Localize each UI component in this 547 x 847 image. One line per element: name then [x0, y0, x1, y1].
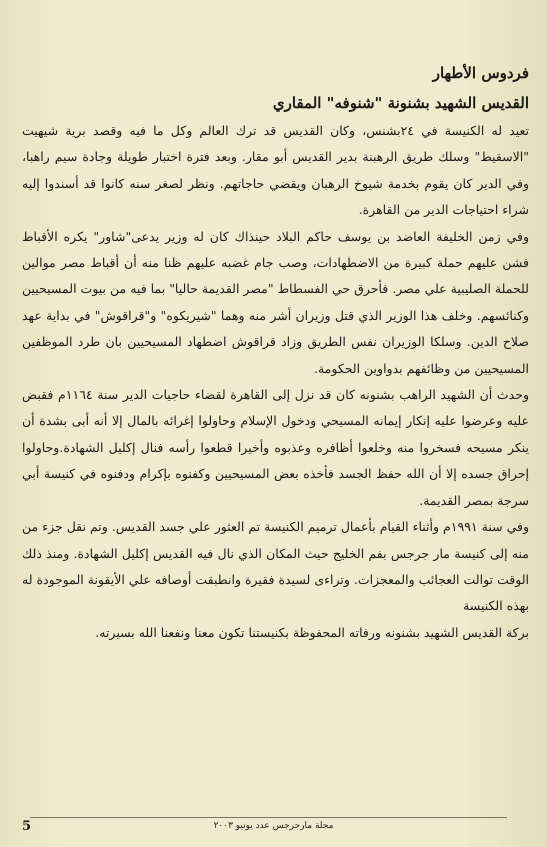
article	[22, 62, 529, 646]
paragraph-4: وفي سنة ١٩٩١م وأثناء القيام بأعمال ترميم الكنيسة تم العثور علي جسد القديس. وتم نقل جزء من منه إلى كنيسة مار جرجس بفم الخليج حيث المكان الذي نال فيه القديس إكليل الشهادة. ومنذ ذلك الوقت توالت العجائب والمعجزات. وتراءى لسيدة فقيرة وانطبقت أوصافه علي الأيقونة الموجودة له بهذه الكنيسة	[22, 519, 529, 614]
page-footer	[0, 817, 547, 837]
paragraph-1: تعيد له الكنيسة في ٢٤بشنس، وكان القديس قد ترك العالم وكل ما فيه وقصد برية شيهيت "الاسقيط" وسلك طريق الرهبنة بدير القديس أبو مقار. وبعد فترة اختبار طويلة وجادة سيم راهبا، وفي الدير كان يقوم بخدمة شيوخ الرهبان ويقضي حاجاتهم. ونظر لصغر سنه كانوا قد أسندوا إليه شراء احتياجات الدير من القاهرة.	[22, 123, 529, 218]
article-title: القديس الشهيد بشنونة "شنوفه" المقاري	[272, 94, 529, 112]
paragraph-3: وحدث أن الشهيد الراهب بشنونه كان قد نزل إلى القاهرة لقضاء حاجيات الدير سنة ١١٦٤م فقبض عليه وعرضوا عليه إنكار إيمانه المسيحي ودخول الإسلام وحاولوا إغرائه بالمال إلا أنه أبى بشدة أن ينكر مسيحه فسخروا منه وخلعوا أظافره وعذبوه وأخيرا قطعوا رأسه فنال إكليل الشهادة.وحاولوا إحراق جسده إلا أن الله حفظ الجسد فأخذه بعض المسيحيين وكفنوه بإكرام ودفنوه في كنيسة أبي سرجة بمصر القديمة.	[22, 387, 529, 508]
magazine-issue: مجلة مارجرجس عدد يونيو ٢٠٠٣	[213, 821, 334, 831]
paragraph-2: وفي زمن الخليفة العاضد بن يوسف حاكم البلاد حينذاك كان له وزير يدعى"شاور" يكره الأقباط فشن عليهم حملة كبيرة من الاضطهادات، وصب جام غضبه عليهم ظنا منه أن أقباط مصر موالين للحملة الصليبية علي مصر. فأحرق حي الفسطاط "مصر القديمة حاليا" بما فيه من بيوت المسيحيين وكنائسهم. وخلف هذا الوزير الذي قتل وزيران أشر منه وهما "شيريكوه" و"قراقوش" في بداية عهد صلاح الدين. وسلكا الوزيران نفس الطريق وزاد قراقوش اضطهاد المسيحيين بان طرد الموظفين المسيحيين من وظائفهم بدواوين الحكومة.	[22, 228, 529, 376]
page-number: 5	[22, 819, 32, 834]
footer-rule	[30, 817, 507, 818]
section-heading: فردوس الأطهار	[432, 64, 529, 82]
paragraph-5: بركة القديس الشهيد بشنونه ورفاته المحفوظة بكنيستنا تكون معنا ونفعنا الله بسيرته.	[95, 624, 529, 640]
